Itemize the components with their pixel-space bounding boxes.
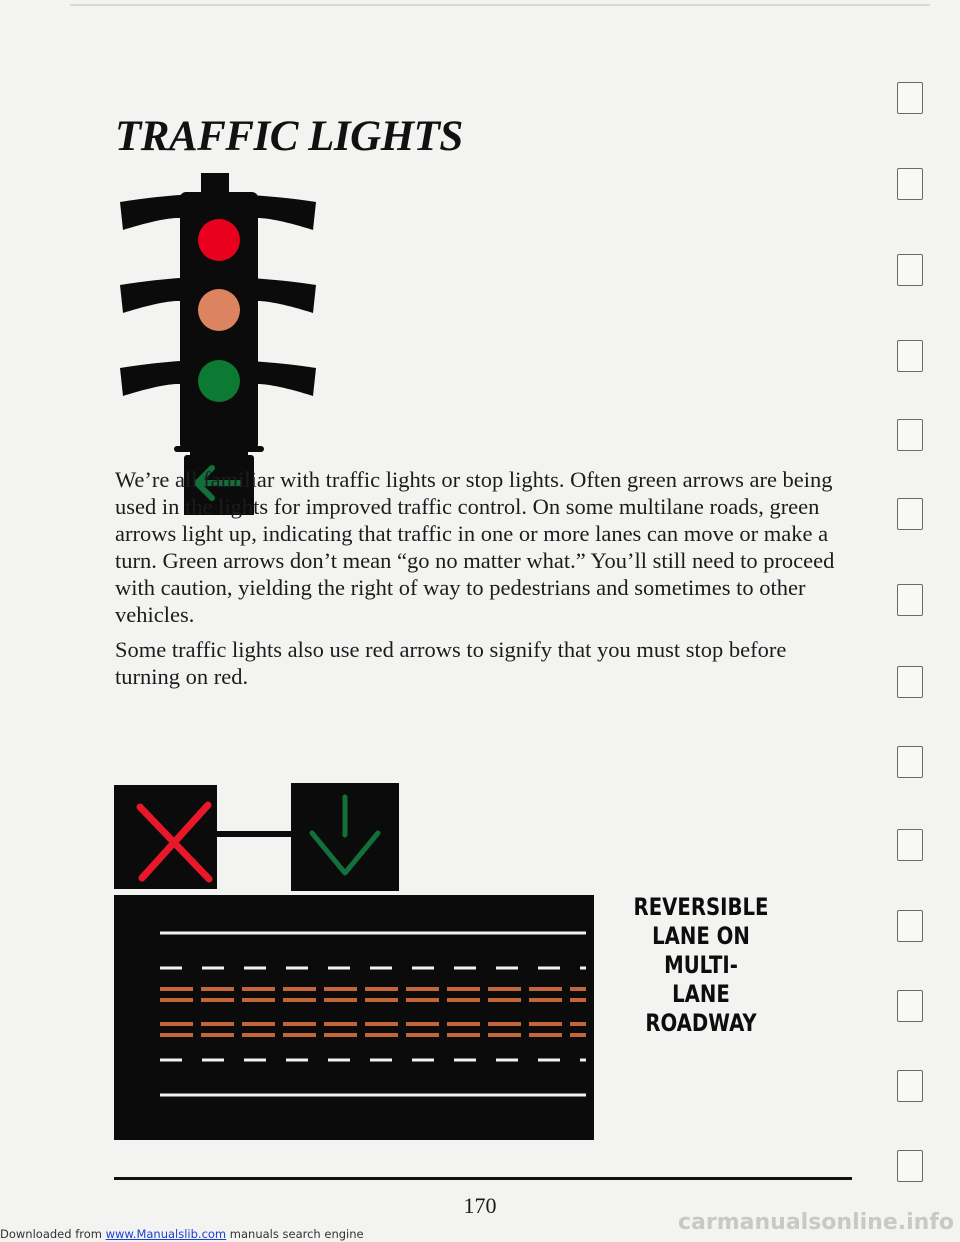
section-tab[interactable] bbox=[897, 829, 923, 861]
section-tab[interactable] bbox=[897, 82, 923, 114]
section-tab[interactable] bbox=[897, 168, 923, 200]
section-tab[interactable] bbox=[897, 1070, 923, 1102]
lane-control-signals bbox=[114, 783, 404, 893]
page-title: TRAFFIC LIGHTS bbox=[115, 113, 463, 160]
signal-connector-bar bbox=[217, 831, 293, 837]
section-tab[interactable] bbox=[897, 584, 923, 616]
paragraph-green-arrows: We’re all familiar with traffic lights or stop lights. Often green arrows are being used in the lights for improved traffic control. On some multilane roads, green arrows light up, indicating that traffic in one or more lanes can move or make a turn. Green arrows don’t mean “go no matter what.” You’ll still need to proceed with caution, yielding the right of way to pedestrians and sometimes to other vehicles. bbox=[115, 467, 835, 627]
roadway-label-line: REVERSIBLE bbox=[633, 893, 769, 921]
paragraph-red-arrows: Some traffic lights also use red arrows to signify that you must stop before turning on red. bbox=[115, 637, 787, 689]
section-tab[interactable] bbox=[897, 254, 923, 286]
body-text bbox=[115, 466, 855, 698]
site-watermark: carmanualsonline.info bbox=[678, 1210, 954, 1235]
footer-rule bbox=[114, 1177, 852, 1180]
amber-light bbox=[198, 289, 240, 331]
section-tab[interactable] bbox=[897, 498, 923, 530]
section-tab[interactable] bbox=[897, 419, 923, 451]
section-tab[interactable] bbox=[897, 746, 923, 778]
watermark-prefix: Downloaded from bbox=[0, 1227, 106, 1241]
roadway-label-line: LANE bbox=[672, 980, 730, 1008]
page-number: 170 bbox=[463, 1193, 497, 1218]
section-tab[interactable] bbox=[897, 1150, 923, 1182]
watermark-suffix: manuals search engine bbox=[226, 1227, 364, 1241]
section-tab[interactable] bbox=[897, 666, 923, 698]
section-tab[interactable] bbox=[897, 990, 923, 1022]
reversible-lane-diagram bbox=[114, 895, 594, 1140]
green-light bbox=[198, 360, 240, 402]
red-light bbox=[198, 219, 240, 261]
section-tab[interactable] bbox=[897, 910, 923, 942]
section-tab[interactable] bbox=[897, 340, 923, 372]
roadway-label-line: LANE ON bbox=[652, 922, 750, 950]
roadway-label bbox=[628, 893, 774, 1038]
download-watermark bbox=[0, 1226, 364, 1242]
roadway-label-line: ROADWAY bbox=[645, 1009, 757, 1037]
page-top-edge bbox=[70, 4, 930, 6]
manualslib-link[interactable]: www.Manualslib.com bbox=[105, 1227, 227, 1241]
roadway-label-line: MULTI- bbox=[664, 951, 738, 979]
traffic-light-illustration bbox=[118, 170, 318, 515]
